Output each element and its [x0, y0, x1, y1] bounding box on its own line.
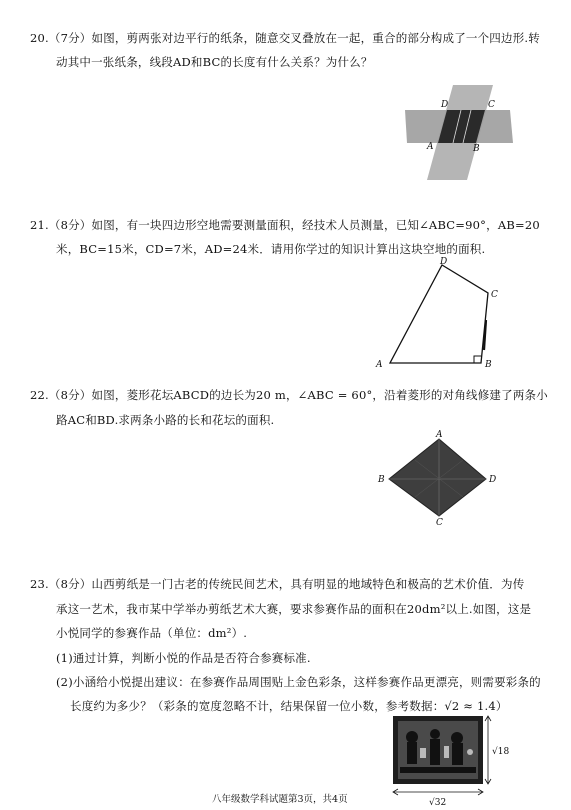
q21-label-c: C [491, 290, 498, 300]
q22-text-line2: 路AC和BD.求两条小路的长和花坛的面积. [56, 413, 275, 427]
q20-text-line1: 20.（7分）如图，剪两张对边平行的纸条，随意交叉叠放在一起，重合的部分构成了一个四边形.转 [30, 31, 540, 45]
q23-text-line1: 23.（8分）山西剪纸是一门古老的传统民间艺术，具有明显的地域特色和极高的艺术价值．为传 [30, 577, 525, 591]
page-footer: 八年级数学科试题第3页，共4页 [212, 794, 348, 805]
q22-label-a: A [436, 430, 443, 440]
q20-label-a: A [427, 142, 434, 152]
q23-figure-paper-cut [390, 712, 525, 810]
q20-text-line2: 动其中一张纸条，线段AD和BC的长度有什么关系？为什么？ [56, 55, 373, 69]
q23-text-line2: 承这一艺术，我市某中学举办剪纸艺术大赛，要求参赛作品的面积在20dm²以上.如图，这是 [56, 602, 532, 616]
q23-sub1: (1)通过计算，判断小悦的作品是否符合参赛标准. [56, 651, 311, 665]
q22-figure-rhombus [375, 432, 505, 527]
q22-label-d: D [489, 475, 497, 485]
q23-text-line3: 小悦同学的参赛作品（单位：dm²）. [56, 626, 248, 640]
q20-figure-paper-strips [405, 85, 515, 180]
q20-label-d: D [441, 100, 449, 110]
q21-figure-quadrilateral [370, 255, 510, 375]
q23-sub2: (2)小涵给小悦提出建议：在参赛作品周围贴上金色彩条，这样参赛作品更漂亮，则需要彩条的 [56, 675, 541, 689]
q20-label-c: C [488, 100, 495, 110]
q22-text-line1: 22.（8分）如图，菱形花坛ABCD的边长为20 m，∠ABC = 60°，沿着菱形的对角线修建了两条小 [30, 388, 548, 402]
q22-label-b: B [378, 475, 385, 485]
q23-width-label: √32 [429, 798, 447, 808]
q21-text-line1: 21.（8分）如图，有一块四边形空地需要测量面积，经技术人员测量，已知∠ABC=90°，AB=20 [30, 218, 540, 232]
q21-text-line2: 米，BC=15米，CD=7米，AD=24米．请用你学过的知识计算出这块空地的面积. [56, 242, 486, 256]
q21-label-b: B [485, 360, 492, 370]
q20-label-b: B [473, 144, 480, 154]
q23-sub2-continued: 长度约为多少？（彩条的宽度忽略不计，结果保留一位小数，参考数据：√2 ≈ 1.4） [70, 699, 508, 713]
q21-label-a: A [376, 360, 383, 370]
q23-height-label: √18 [492, 747, 510, 757]
q22-label-c: C [436, 518, 443, 528]
q21-label-d: D [440, 257, 448, 267]
